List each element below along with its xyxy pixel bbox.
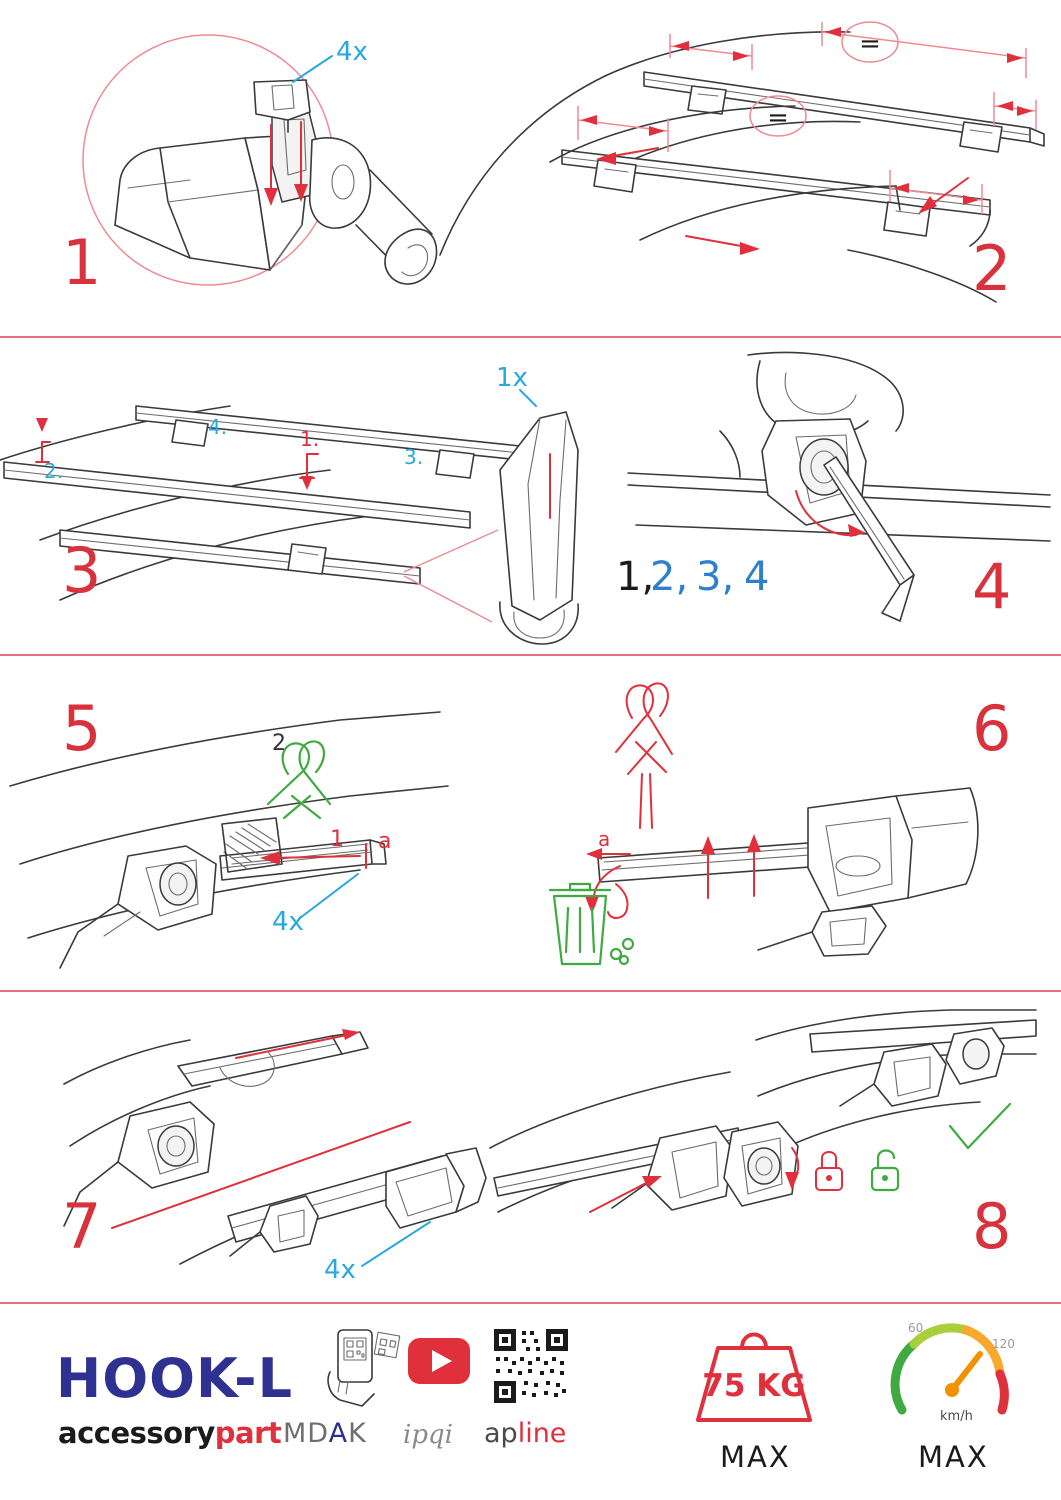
step-5-quantity-label: 4x	[272, 907, 304, 937]
step-6-illustration	[520, 668, 990, 983]
step-7-number: 7	[62, 1190, 102, 1263]
step-3-order-2: 2.	[44, 459, 64, 483]
step-5-order-2: 2	[272, 731, 286, 756]
lock-open-icon	[872, 1151, 898, 1191]
step-5-number: 5	[62, 692, 102, 765]
step-4-sequence-4: 4	[744, 554, 770, 600]
brand-name	[58, 1416, 281, 1450]
max-load-caption: MAX	[720, 1440, 791, 1474]
weight-icon	[688, 1320, 820, 1428]
speed-tick-high: 120	[992, 1337, 1015, 1351]
step-2-number: 2	[972, 232, 1012, 305]
row-separator-3	[0, 990, 1061, 992]
step-4-number: 4	[972, 550, 1012, 623]
step-2-equal-sign-1: =	[859, 29, 881, 59]
partner-apline-b: line	[517, 1418, 567, 1449]
partner-apline	[484, 1418, 566, 1449]
max-speed-caption: MAX	[918, 1440, 989, 1474]
step-3-number: 3	[62, 534, 102, 607]
partner-mdak-a: MD	[283, 1418, 329, 1449]
step-3-order-4: 4.	[208, 415, 228, 439]
speedometer-icon	[888, 1314, 1020, 1432]
youtube-icon[interactable]	[408, 1338, 470, 1384]
step-3-order-1: 1.	[300, 427, 320, 451]
step-4-sequence-3: 3,	[696, 554, 735, 600]
row-separator-2	[0, 654, 1061, 656]
brand-name-part2: part	[214, 1416, 282, 1450]
partner-mdak-b: K	[348, 1418, 367, 1449]
step-7-quantity-label: 4x	[324, 1255, 356, 1285]
step-2-illustration	[430, 10, 1050, 325]
speed-tick-low: 60	[908, 1321, 924, 1335]
qr-code-icon[interactable]	[492, 1327, 570, 1405]
step-3-quantity-label: 1x	[496, 363, 528, 393]
step-5-marker-a: a	[378, 829, 392, 854]
step-2-equal-sign-2: =	[767, 103, 789, 133]
partner-ipqi: ipqi	[403, 1420, 453, 1450]
brand-name-part1: accessory	[58, 1416, 215, 1450]
partner-apline-a: ap	[484, 1418, 518, 1449]
lock-closed-icon	[816, 1152, 842, 1190]
max-load-value: 75 KG	[702, 1368, 806, 1404]
row-separator-4	[0, 1302, 1061, 1304]
phone-qr-icon[interactable]	[318, 1328, 404, 1408]
step-3-order-3: 3.	[404, 445, 424, 469]
step-7-illustration	[60, 1006, 490, 1296]
speed-unit: km/h	[940, 1409, 973, 1424]
product-title: HOOK-L	[56, 1347, 293, 1410]
step-6-number: 6	[972, 692, 1012, 765]
row-separator-1	[0, 336, 1061, 338]
step-4-sequence-1: 1,	[616, 554, 655, 600]
step-6-marker-a: a	[598, 827, 611, 851]
step-8-illustration	[480, 1000, 1040, 1290]
partner-mdak-v: A	[328, 1418, 349, 1449]
step-1-number: 1	[62, 226, 102, 299]
step-8-number: 8	[972, 1190, 1012, 1263]
partner-mdak	[283, 1418, 367, 1449]
step-5-order-1: 1	[330, 827, 344, 852]
step-4-sequence-2: 2,	[650, 554, 689, 600]
step-1-quantity-label: 4x	[336, 37, 368, 67]
